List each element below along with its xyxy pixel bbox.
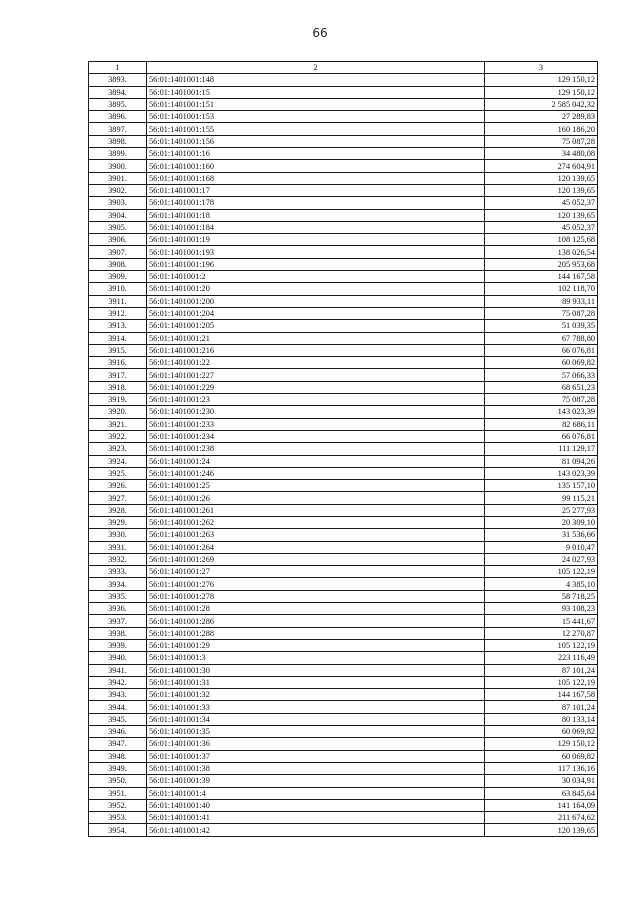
cadastral-value: 87 101,24	[485, 701, 598, 713]
table-row	[89, 529, 598, 541]
cadastral-value: 27 289,83	[485, 111, 598, 123]
cadastral-value: 143 023,39	[485, 406, 598, 418]
cadastral-number: 56:01:1401001:41	[147, 812, 485, 824]
cadastral-number: 56:01:1401001:2	[147, 271, 485, 283]
cadastral-value: 102 118,70	[485, 283, 598, 295]
row-number: 3923.	[89, 443, 147, 455]
table-row	[89, 824, 598, 836]
cadastral-number: 56:01:1401001:204	[147, 307, 485, 319]
table-row	[89, 344, 598, 356]
cadastral-value: 274 604,91	[485, 160, 598, 172]
row-number: 3942.	[89, 676, 147, 688]
cadastral-number: 56:01:1401001:23	[147, 394, 485, 406]
table-row	[89, 394, 598, 406]
cadastral-number: 56:01:1401001:160	[147, 160, 485, 172]
table-row	[89, 295, 598, 307]
row-number: 3907.	[89, 246, 147, 258]
cadastral-number: 56:01:1401001:205	[147, 320, 485, 332]
cadastral-value: 129 150,12	[485, 74, 598, 86]
cadastral-number: 56:01:1401001:20	[147, 283, 485, 295]
cadastral-number: 56:01:1401001:151	[147, 98, 485, 110]
table-row	[89, 307, 598, 319]
cadastral-value: 66 076,81	[485, 430, 598, 442]
row-number: 3951.	[89, 787, 147, 799]
cadastral-number: 56:01:1401001:39	[147, 775, 485, 787]
row-number: 3952.	[89, 799, 147, 811]
table-row	[89, 172, 598, 184]
cadastral-number: 56:01:1401001:40	[147, 799, 485, 811]
table-row	[89, 135, 598, 147]
cadastral-value: 68 651,23	[485, 381, 598, 393]
cadastral-number: 56:01:1401001:153	[147, 111, 485, 123]
table-row	[89, 738, 598, 750]
cadastral-number: 56:01:1401001:216	[147, 344, 485, 356]
table-row	[89, 787, 598, 799]
cadastral-number: 56:01:1401001:31	[147, 676, 485, 688]
table-row	[89, 775, 598, 787]
cadastral-value: 144 167,58	[485, 271, 598, 283]
row-number: 3920.	[89, 406, 147, 418]
cadastral-value: 111 129,17	[485, 443, 598, 455]
cadastral-number: 56:01:1401001:25	[147, 480, 485, 492]
cadastral-number: 56:01:1401001:37	[147, 750, 485, 762]
column-header-3: 3	[485, 62, 598, 74]
cadastral-value: 25 277,93	[485, 504, 598, 516]
row-number: 3909.	[89, 271, 147, 283]
cadastral-value: 105 122,19	[485, 676, 598, 688]
table-row	[89, 799, 598, 811]
cadastral-number: 56:01:1401001:156	[147, 135, 485, 147]
cadastral-value: 30 034,91	[485, 775, 598, 787]
cadastral-number: 56:01:1401001:184	[147, 221, 485, 233]
header-row	[89, 62, 598, 74]
cadastral-number: 56:01:1401001:196	[147, 258, 485, 270]
cadastral-number: 56:01:1401001:18	[147, 209, 485, 221]
row-number: 3899.	[89, 148, 147, 160]
table-row	[89, 541, 598, 553]
cadastral-value: 138 026,54	[485, 246, 598, 258]
cadastral-value: 105 122,19	[485, 639, 598, 651]
table-row	[89, 246, 598, 258]
cadastral-number: 56:01:1401001:148	[147, 74, 485, 86]
table-row	[89, 74, 598, 86]
row-number: 3895.	[89, 98, 147, 110]
cadastral-number: 56:01:1401001:42	[147, 824, 485, 836]
table-row	[89, 553, 598, 565]
cadastral-value: 57 066,33	[485, 369, 598, 381]
cadastral-number: 56:01:1401001:288	[147, 627, 485, 639]
cadastral-number: 56:01:1401001:17	[147, 184, 485, 196]
row-number: 3948.	[89, 750, 147, 762]
row-number: 3896.	[89, 111, 147, 123]
cadastral-number: 56:01:1401001:24	[147, 455, 485, 467]
cadastral-number: 56:01:1401001:33	[147, 701, 485, 713]
cadastral-number: 56:01:1401001:230	[147, 406, 485, 418]
row-number: 3901.	[89, 172, 147, 184]
cadastral-value: 9 010,47	[485, 541, 598, 553]
table-row	[89, 726, 598, 738]
table-row	[89, 148, 598, 160]
cadastral-number: 56:01:1401001:200	[147, 295, 485, 307]
row-number: 3910.	[89, 283, 147, 295]
table-row	[89, 98, 598, 110]
cadastral-number: 56:01:1401001:246	[147, 467, 485, 479]
row-number: 3924.	[89, 455, 147, 467]
cadastral-value: 75 087,28	[485, 394, 598, 406]
cadastral-value: 45 052,37	[485, 221, 598, 233]
row-number: 3946.	[89, 726, 147, 738]
cadastral-number: 56:01:1401001:286	[147, 615, 485, 627]
cadastral-number: 56:01:1401001:261	[147, 504, 485, 516]
cadastral-number: 56:01:1401001:4	[147, 787, 485, 799]
row-number: 3954.	[89, 824, 147, 836]
table-row	[89, 664, 598, 676]
cadastral-value: 4 385,10	[485, 578, 598, 590]
row-number: 3929.	[89, 516, 147, 528]
data-table	[88, 61, 598, 837]
cadastral-number: 56:01:1401001:3	[147, 652, 485, 664]
cadastral-value: 105 122,19	[485, 566, 598, 578]
cadastral-value: 160 186,20	[485, 123, 598, 135]
cadastral-number: 56:01:1401001:269	[147, 553, 485, 565]
table-row	[89, 701, 598, 713]
table-row	[89, 332, 598, 344]
cadastral-value: 120 139,65	[485, 824, 598, 836]
table-row	[89, 160, 598, 172]
cadastral-value: 20 309,10	[485, 516, 598, 528]
table-row	[89, 812, 598, 824]
cadastral-value: 60 069,82	[485, 726, 598, 738]
row-number: 3947.	[89, 738, 147, 750]
table-row	[89, 369, 598, 381]
table-row	[89, 197, 598, 209]
cadastral-value: 141 164,09	[485, 799, 598, 811]
cadastral-value: 99 115,21	[485, 492, 598, 504]
row-number: 3945.	[89, 713, 147, 725]
column-header-1: 1	[89, 62, 147, 74]
table-row	[89, 566, 598, 578]
table-row	[89, 381, 598, 393]
cadastral-number: 56:01:1401001:38	[147, 762, 485, 774]
cadastral-number: 56:01:1401001:30	[147, 664, 485, 676]
row-number: 3936.	[89, 603, 147, 615]
row-number: 3919.	[89, 394, 147, 406]
cadastral-number: 56:01:1401001:168	[147, 172, 485, 184]
cadastral-value: 12 270,87	[485, 627, 598, 639]
row-number: 3894.	[89, 86, 147, 98]
table-row	[89, 750, 598, 762]
table-row	[89, 762, 598, 774]
row-number: 3934.	[89, 578, 147, 590]
cadastral-value: 51 039,35	[485, 320, 598, 332]
page-number: 66	[312, 26, 328, 40]
cadastral-value: 80 133,14	[485, 713, 598, 725]
cadastral-number: 56:01:1401001:29	[147, 639, 485, 651]
row-number: 3900.	[89, 160, 147, 172]
cadastral-number: 56:01:1401001:276	[147, 578, 485, 590]
cadastral-number: 56:01:1401001:193	[147, 246, 485, 258]
cadastral-value: 60 069,82	[485, 357, 598, 369]
cadastral-value: 135 157,10	[485, 480, 598, 492]
cadastral-number: 56:01:1401001:233	[147, 418, 485, 430]
cadastral-value: 205 953,68	[485, 258, 598, 270]
table-row	[89, 639, 598, 651]
table-row	[89, 357, 598, 369]
table-row	[89, 627, 598, 639]
row-number: 3906.	[89, 234, 147, 246]
cadastral-number: 56:01:1401001:32	[147, 689, 485, 701]
table-row	[89, 480, 598, 492]
row-number: 3912.	[89, 307, 147, 319]
table-header	[89, 62, 598, 74]
row-number: 3933.	[89, 566, 147, 578]
cadastral-number: 56:01:1401001:21	[147, 332, 485, 344]
table-row	[89, 676, 598, 688]
cadastral-value: 223 116,49	[485, 652, 598, 664]
cadastral-value: 120 139,65	[485, 172, 598, 184]
table-row	[89, 590, 598, 602]
cadastral-number: 56:01:1401001:263	[147, 529, 485, 541]
cadastral-value: 143 023,39	[485, 467, 598, 479]
cadastral-number: 56:01:1401001:36	[147, 738, 485, 750]
row-number: 3935.	[89, 590, 147, 602]
table-row	[89, 320, 598, 332]
cadastral-number: 56:01:1401001:234	[147, 430, 485, 442]
cadastral-value: 89 933,11	[485, 295, 598, 307]
table-row	[89, 406, 598, 418]
cadastral-number: 56:01:1401001:16	[147, 148, 485, 160]
cadastral-value: 117 136,16	[485, 762, 598, 774]
row-number: 3902.	[89, 184, 147, 196]
table-row	[89, 184, 598, 196]
row-number: 3949.	[89, 762, 147, 774]
table-row	[89, 209, 598, 221]
cadastral-number: 56:01:1401001:26	[147, 492, 485, 504]
row-number: 3921.	[89, 418, 147, 430]
table-row	[89, 455, 598, 467]
cadastral-value: 66 076,81	[485, 344, 598, 356]
row-number: 3917.	[89, 369, 147, 381]
table-row	[89, 283, 598, 295]
table-row	[89, 221, 598, 233]
row-number: 3937.	[89, 615, 147, 627]
cadastral-value: 93 108,23	[485, 603, 598, 615]
cadastral-number: 56:01:1401001:22	[147, 357, 485, 369]
table-row	[89, 603, 598, 615]
cadastral-value: 34 480,08	[485, 148, 598, 160]
row-number: 3953.	[89, 812, 147, 824]
row-number: 3928.	[89, 504, 147, 516]
row-number: 3944.	[89, 701, 147, 713]
cadastral-value: 144 167,58	[485, 689, 598, 701]
row-number: 3916.	[89, 357, 147, 369]
cadastral-value: 45 052,37	[485, 197, 598, 209]
table-row	[89, 492, 598, 504]
row-number: 3930.	[89, 529, 147, 541]
row-number: 3904.	[89, 209, 147, 221]
row-number: 3932.	[89, 553, 147, 565]
row-number: 3918.	[89, 381, 147, 393]
row-number: 3893.	[89, 74, 147, 86]
row-number: 3903.	[89, 197, 147, 209]
row-number: 3926.	[89, 480, 147, 492]
table-row	[89, 516, 598, 528]
cadastral-number: 56:01:1401001:35	[147, 726, 485, 738]
cadastral-number: 56:01:1401001:19	[147, 234, 485, 246]
table-row	[89, 467, 598, 479]
cadastral-value: 58 718,25	[485, 590, 598, 602]
row-number: 3913.	[89, 320, 147, 332]
row-number: 3908.	[89, 258, 147, 270]
row-number: 3898.	[89, 135, 147, 147]
row-number: 3939.	[89, 639, 147, 651]
table-row	[89, 418, 598, 430]
cadastral-value: 120 139,65	[485, 209, 598, 221]
row-number: 3927.	[89, 492, 147, 504]
cadastral-value: 31 536,66	[485, 529, 598, 541]
cadastral-number: 56:01:1401001:278	[147, 590, 485, 602]
cadastral-value: 87 101,24	[485, 664, 598, 676]
table-row	[89, 652, 598, 664]
cadastral-value: 81 094,26	[485, 455, 598, 467]
table-row	[89, 430, 598, 442]
cadastral-number: 56:01:1401001:229	[147, 381, 485, 393]
column-header-2: 2	[147, 62, 485, 74]
cadastral-number: 56:01:1401001:178	[147, 197, 485, 209]
cadastral-value: 82 686,11	[485, 418, 598, 430]
table-row	[89, 578, 598, 590]
table-row	[89, 86, 598, 98]
cadastral-number: 56:01:1401001:15	[147, 86, 485, 98]
cadastral-value: 15 441,67	[485, 615, 598, 627]
table-row	[89, 258, 598, 270]
cadastral-value: 60 069,82	[485, 750, 598, 762]
cadastral-value: 211 674,62	[485, 812, 598, 824]
row-number: 3911.	[89, 295, 147, 307]
table-body	[89, 74, 598, 836]
cadastral-value: 129 150,12	[485, 738, 598, 750]
table-row	[89, 713, 598, 725]
row-number: 3943.	[89, 689, 147, 701]
cadastral-value: 108 125,68	[485, 234, 598, 246]
table-row	[89, 504, 598, 516]
cadastral-number: 56:01:1401001:28	[147, 603, 485, 615]
table-row	[89, 111, 598, 123]
table-row	[89, 689, 598, 701]
row-number: 3905.	[89, 221, 147, 233]
row-number: 3922.	[89, 430, 147, 442]
row-number: 3938.	[89, 627, 147, 639]
row-number: 3915.	[89, 344, 147, 356]
row-number: 3925.	[89, 467, 147, 479]
row-number: 3950.	[89, 775, 147, 787]
row-number: 3941.	[89, 664, 147, 676]
row-number: 3914.	[89, 332, 147, 344]
table-row	[89, 123, 598, 135]
row-number: 3897.	[89, 123, 147, 135]
table-row	[89, 271, 598, 283]
cadastral-value: 63 845,64	[485, 787, 598, 799]
cadastral-value: 120 139,65	[485, 184, 598, 196]
cadastral-value: 129 150,12	[485, 86, 598, 98]
table-row	[89, 615, 598, 627]
cadastral-number: 56:01:1401001:27	[147, 566, 485, 578]
cadastral-value: 24 027,93	[485, 553, 598, 565]
cadastral-number: 56:01:1401001:227	[147, 369, 485, 381]
cadastral-value: 75 087,28	[485, 135, 598, 147]
row-number: 3940.	[89, 652, 147, 664]
cadastral-number: 56:01:1401001:262	[147, 516, 485, 528]
table-row	[89, 443, 598, 455]
cadastral-value: 75 087,28	[485, 307, 598, 319]
cadastral-number: 56:01:1401001:155	[147, 123, 485, 135]
cadastral-value: 67 788,80	[485, 332, 598, 344]
table-row	[89, 234, 598, 246]
cadastral-value: 2 585 042,32	[485, 98, 598, 110]
cadastral-number: 56:01:1401001:238	[147, 443, 485, 455]
row-number: 3931.	[89, 541, 147, 553]
cadastral-number: 56:01:1401001:264	[147, 541, 485, 553]
cadastral-number: 56:01:1401001:34	[147, 713, 485, 725]
